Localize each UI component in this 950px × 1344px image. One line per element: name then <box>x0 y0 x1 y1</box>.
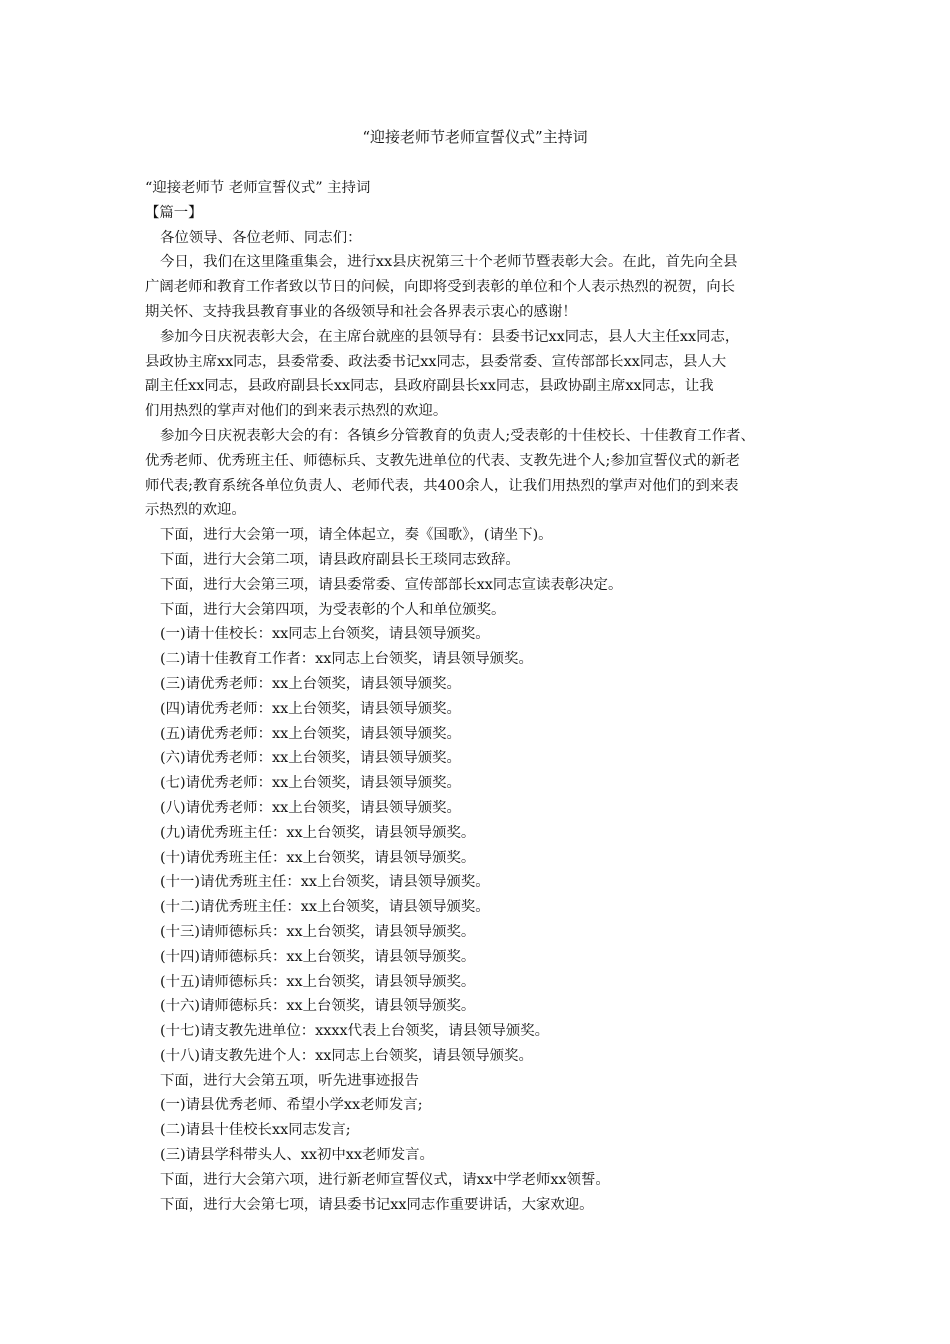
document-title: “迎接老师节老师宣誓仪式”主持词 <box>362 128 588 146</box>
text-line: 下面，进行大会第一项，请全体起立，奏《国歌》，(请坐下)。 <box>160 527 553 544</box>
text-line: (四)请优秀老师：xx上台领奖，请县领导颁奖。 <box>160 700 461 717</box>
document-body <box>145 176 810 1217</box>
text-line: (十七)请支教先进单位：xxxx代表上台领奖，请县领导颁奖。 <box>160 1023 550 1040</box>
text-line: (三)请县学科带头人、xx初中xx老师发言。 <box>160 1147 434 1164</box>
text-line: 参加今日庆祝表彰大会的有：各镇乡分管教育的负责人;受表彰的十佳校长、十佳教育工作者、 <box>160 427 755 444</box>
text-line: (二)请十佳教育工作者：xx同志上台领奖，请县领导颁奖。 <box>160 651 533 668</box>
text-line: 广阔老师和教育工作者致以节日的问候，向即将受到表彰的单位和个人表示热烈的祝贺，向长 <box>145 279 736 296</box>
text-line: 下面，进行大会第六项，进行新老师宣誓仪式，请xx中学老师xx领誓。 <box>160 1171 610 1188</box>
text-line: (十一)请优秀班主任：xx上台领奖，请县领导颁奖。 <box>160 874 490 891</box>
text-line: 期关怀、支持我县教育事业的各级领导和社会各界表示衷心的感谢！ <box>145 303 577 320</box>
text-line: 下面，进行大会第七项，请县委书记xx同志作重要讲话，大家欢迎。 <box>160 1196 594 1213</box>
text-line: (一)请县优秀老师、希望小学xx老师发言; <box>160 1097 423 1114</box>
text-line: (十六)请师德标兵：xx上台领奖，请县领导颁奖。 <box>160 998 476 1015</box>
text-line: 县政协主席xx同志，县委常委、政法委书记xx同志，县委常委、宣传部部长xx同志，县人大 <box>145 353 727 370</box>
text-line: (十三)请师德标兵：xx上台领奖，请县领导颁奖。 <box>160 923 476 940</box>
text-line: (五)请优秀老师：xx上台领奖，请县领导颁奖。 <box>160 725 461 742</box>
text-line: (十二)请优秀班主任：xx上台领奖，请县领导颁奖。 <box>160 899 490 916</box>
text-line: 下面，进行大会第四项，为受表彰的个人和单位颁奖。 <box>160 601 506 618</box>
text-line: (二)请县十佳校长xx同志发言; <box>160 1122 351 1139</box>
text-line: 下面，进行大会第五项，听先进事迹报告 <box>160 1072 420 1089</box>
text-line: 们用热烈的掌声对他们的到来表示热烈的欢迎。 <box>145 403 448 420</box>
text-line: 下面，进行大会第二项，请县政府副县长王琰同志致辞。 <box>160 551 520 568</box>
text-line: (十)请优秀班主任：xx上台领奖，请县领导颁奖。 <box>160 849 476 866</box>
text-line: 示热烈的欢迎。 <box>145 502 246 519</box>
text-line: (十五)请师德标兵：xx上台领奖，请县领导颁奖。 <box>160 973 476 990</box>
text-line: (八)请优秀老师：xx上台领奖，请县领导颁奖。 <box>160 799 461 816</box>
text-line: 师代表;教育系统各单位负责人、老师代表，共400余人，让我们用热烈的掌声对他们的到来表 <box>145 477 739 494</box>
text-line: 今日，我们在这里隆重集会，进行xx县庆祝第三十个老师节暨表彰大会。在此，首先向全县 <box>160 254 738 271</box>
text-line: (九)请优秀班主任：xx上台领奖，请县领导颁奖。 <box>160 824 476 841</box>
text-line: (七)请优秀老师：xx上台领奖，请县领导颁奖。 <box>160 775 461 792</box>
text-line: 【篇一】 <box>145 204 203 221</box>
text-line: (一)请十佳校长：xx同志上台领奖，请县领导颁奖。 <box>160 626 490 643</box>
text-line: 下面，进行大会第三项，请县委常委、宣传部部长xx同志宣读表彰决定。 <box>160 576 623 593</box>
text-line: 参加今日庆祝表彰大会，在主席台就座的县领导有：县委书记xx同志，县人大主任xx同志， <box>160 328 740 345</box>
text-line: (十四)请师德标兵：xx上台领奖，请县领导颁奖。 <box>160 948 476 965</box>
text-line: (三)请优秀老师：xx上台领奖，请县领导颁奖。 <box>160 675 461 692</box>
text-line: (六)请优秀老师：xx上台领奖，请县领导颁奖。 <box>160 750 461 767</box>
text-line: 各位领导、各位老师、同志们： <box>160 229 362 246</box>
text-line: (十八)请支教先进个人：xx同志上台领奖，请县领导颁奖。 <box>160 1047 533 1064</box>
text-line: 副主任xx同志，县政府副县长xx同志，县政府副县长xx同志，县政协副主席xx同志，让我 <box>145 378 714 395</box>
text-line: 优秀老师、优秀班主任、师德标兵、支教先进单位的代表、支教先进个人;参加宣誓仪式的新老 <box>145 452 740 469</box>
text-line: “迎接老师节 老师宣誓仪式” 主持词 <box>145 180 371 196</box>
